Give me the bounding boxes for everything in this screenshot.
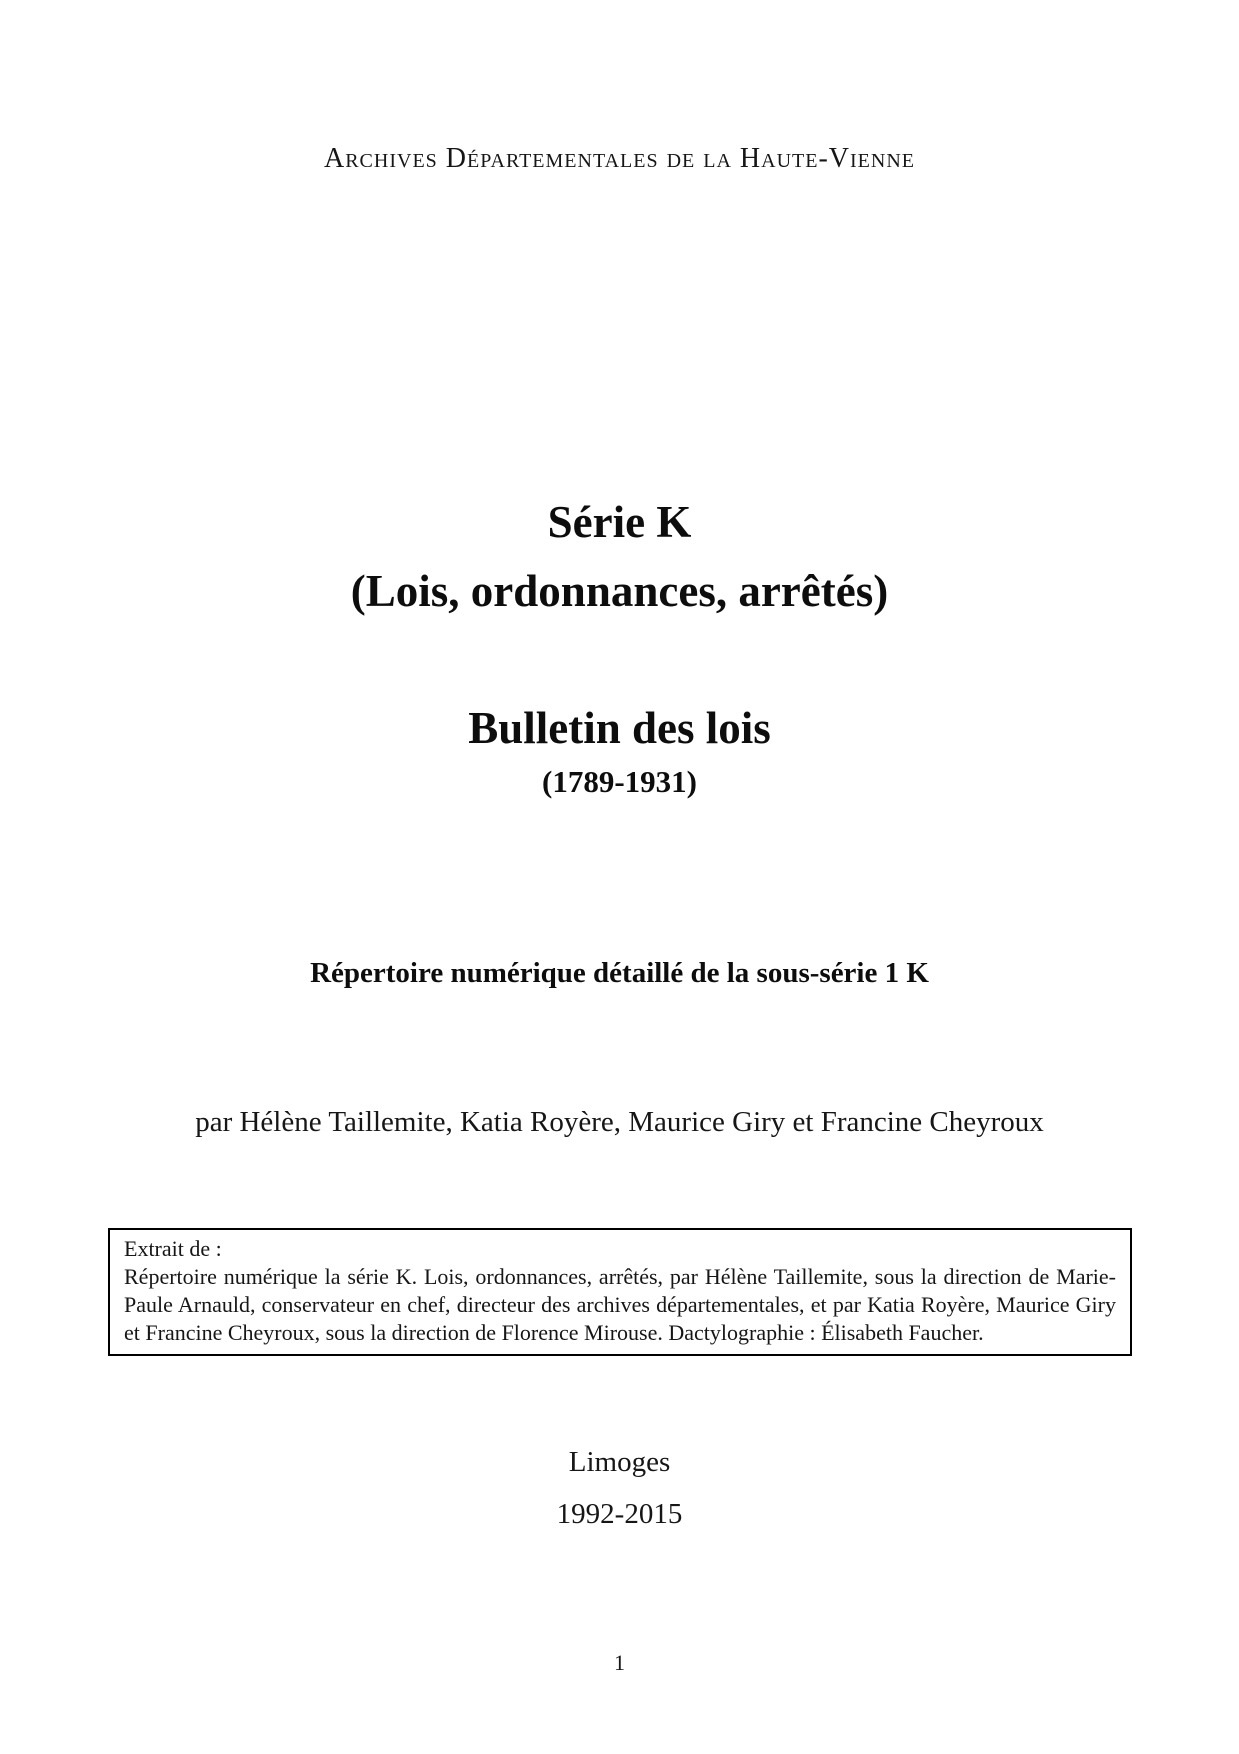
archive-header: Archives Départementales de la Haute-Vienne xyxy=(324,143,915,174)
repertoire-subtitle: Répertoire numérique détaillé de la sous-série 1 K xyxy=(310,957,929,989)
extract-label: Extrait de : xyxy=(124,1236,222,1261)
authors-line: par Hélène Taillemite, Katia Royère, Maurice Giry et Francine Cheyroux xyxy=(195,1106,1044,1138)
imprint-years: 1992-2015 xyxy=(556,1498,683,1530)
extract-body: Répertoire numérique la série K. Lois, ordonnances, arrêtés, par Hélène Taillemite, sous la direction de Marie-Paule Arnauld, conservateur en chef, directeur des archives départementales, et par Katia Royère, Maurice Giry et Francine Cheyroux, sous la direction de Florence Mirouse. Dactylographie : Élisabeth Faucher. xyxy=(124,1264,1116,1345)
bulletin-years: (1789-1931) xyxy=(542,764,697,799)
series-title-line1: Série K xyxy=(547,497,692,547)
imprint-place: Limoges xyxy=(568,1446,671,1478)
bulletin-title: Bulletin des lois xyxy=(468,703,771,753)
series-title-line2: (Lois, ordonnances, arrêtés) xyxy=(350,566,889,616)
series-title xyxy=(0,488,1239,626)
page-number: 1 xyxy=(614,1650,625,1675)
extract-box xyxy=(108,1228,1132,1356)
